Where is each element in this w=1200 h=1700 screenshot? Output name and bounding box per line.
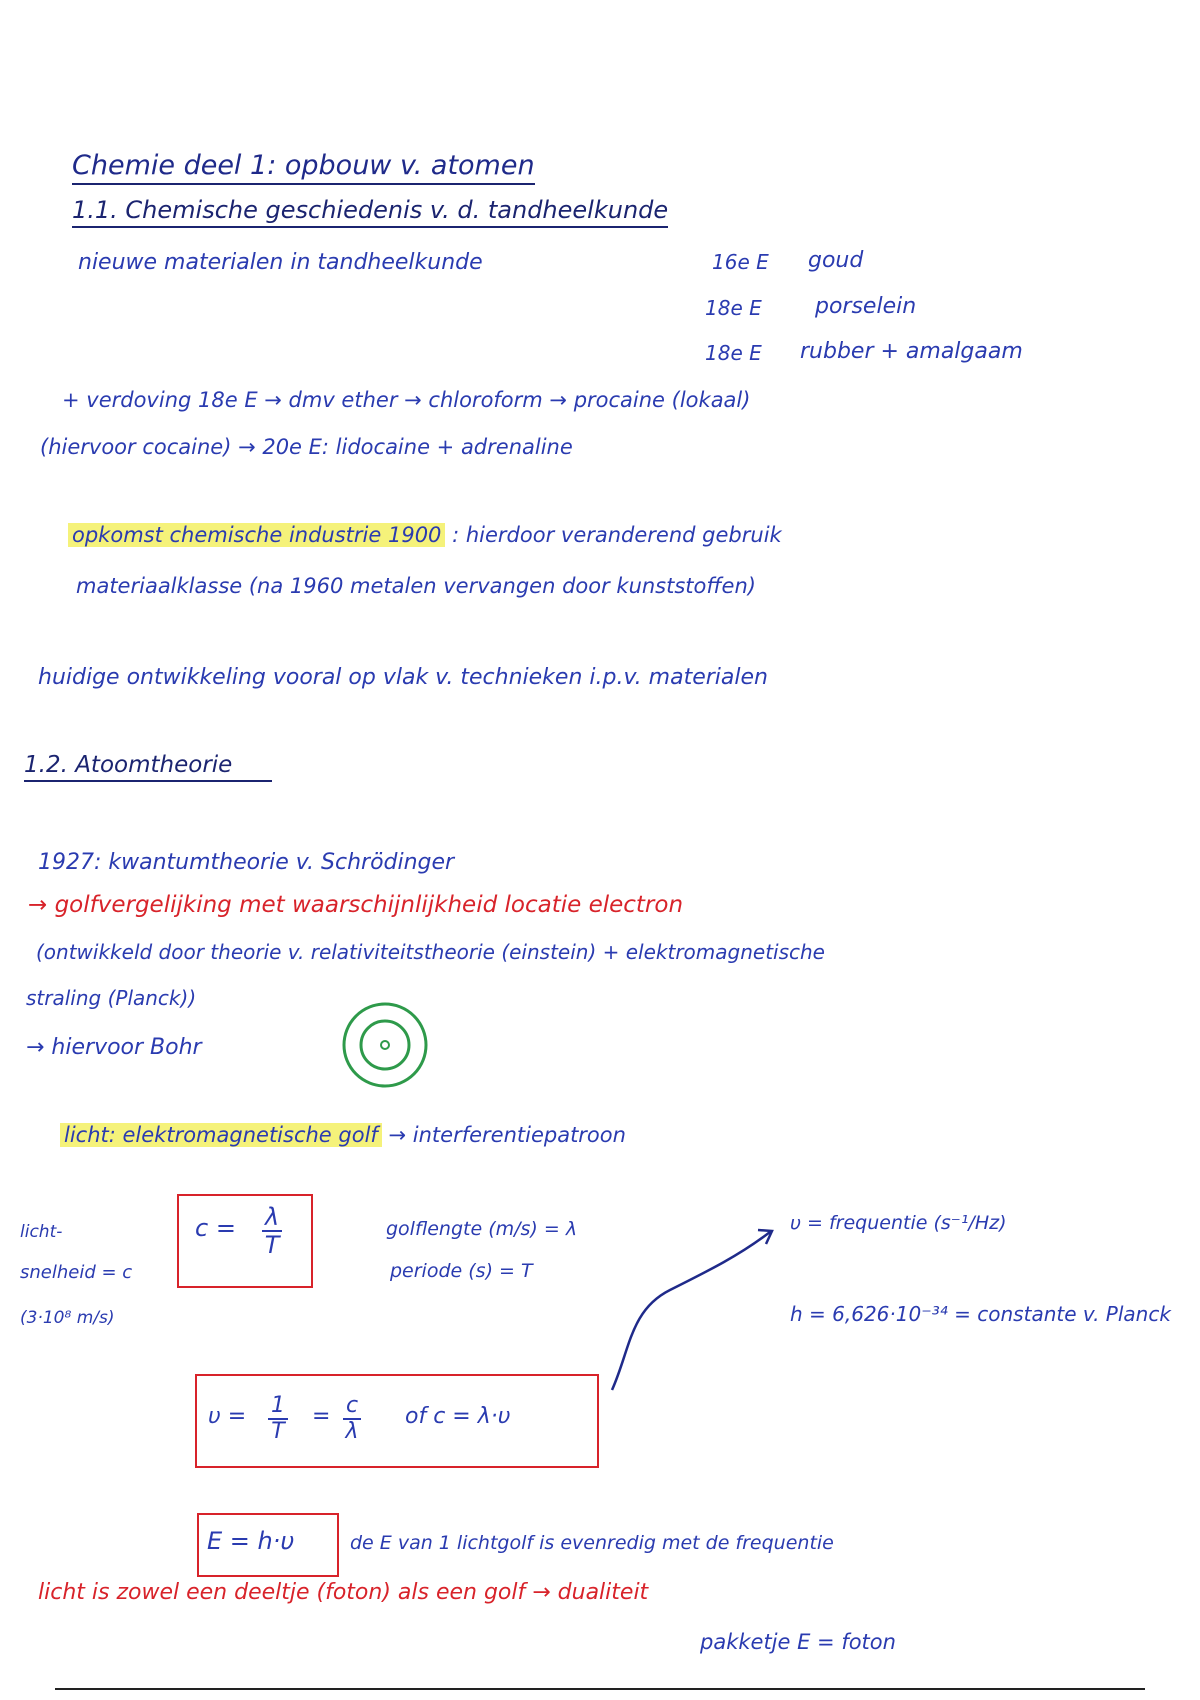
industry-rest: : hierdoor veranderend gebruik	[452, 523, 782, 547]
equation-2-fraction-1	[268, 1394, 288, 1444]
bohr-line: → hiervoor Bohr	[26, 1035, 202, 1060]
wavelength-definition: golflengte (m/s) = λ	[386, 1218, 578, 1240]
speed-label-3: (3·10⁸ m/s)	[20, 1308, 115, 1328]
developed-line-1: (ontwikkeld door theorie v. relativiteitstheorie (einstein) + elektromagnetische	[36, 940, 825, 964]
light-line	[60, 1123, 626, 1147]
speed-label-1: licht-	[20, 1222, 63, 1242]
material-era-1: 16e E	[712, 250, 769, 274]
equation-2-numerator-1: 1	[268, 1394, 288, 1420]
equation-2-lhs: υ =	[208, 1404, 247, 1429]
page-title: Chemie deel 1: opbouw v. atomen	[72, 150, 535, 185]
developed-line-2: straling (Planck))	[26, 986, 197, 1010]
light-rest: → interferentiepatroon	[388, 1123, 626, 1147]
equation-2-equals: =	[312, 1404, 331, 1429]
frequency-definition: υ = frequentie (s⁻¹/Hz)	[790, 1212, 1007, 1234]
current-development: huidige ontwikkeling vooral op vlak v. technieken i.p.v. materialen	[38, 665, 768, 690]
anesthesia-line-1: + verdoving 18e E → dmv ether → chloroform → procaine (lokaal)	[62, 388, 751, 412]
wave-equation-line: → golfvergelijking met waarschijnlijkheid locatie electron	[28, 892, 684, 918]
section-heading-1-1: 1.1. Chemische geschiedenis v. d. tandheelkunde	[72, 196, 668, 228]
equation-3-explanation: de E van 1 lichtgolf is evenredig met de frequentie	[350, 1532, 834, 1554]
equation-box-2	[195, 1374, 599, 1468]
material-era-2: 18e E	[705, 296, 762, 320]
equation-1-lhs: c =	[195, 1214, 236, 1242]
section-heading-1-2: 1.2. Atoomtheorie	[24, 752, 272, 782]
planck-definition: h = 6,626·10⁻³⁴ = constante v. Planck	[790, 1302, 1171, 1326]
equation-2-fraction-2	[343, 1394, 361, 1444]
light-highlight: licht: elektromagnetische golf	[60, 1123, 382, 1147]
equation-1-numerator: λ	[262, 1204, 282, 1232]
equation-2-numerator-2: c	[343, 1394, 361, 1420]
bohr-atom-icon	[335, 995, 435, 1095]
equation-1-fraction	[262, 1204, 282, 1259]
material-item-2: porselein	[815, 294, 917, 319]
arrow-icon	[600, 1200, 800, 1400]
material-item-3: rubber + amalgaam	[800, 339, 1023, 364]
equation-1-denominator: T	[264, 1231, 280, 1260]
industry-highlight: opkomst chemische industrie 1900	[68, 523, 445, 547]
industry-line-1	[68, 523, 782, 547]
material-era-3: 18e E	[705, 341, 762, 365]
speed-label-2: snelheid = c	[20, 1262, 133, 1283]
equation-3: E = h·υ	[207, 1527, 295, 1555]
quantum-theory-line: 1927: kwantumtheorie v. Schrödinger	[38, 850, 455, 875]
material-item-1: goud	[808, 248, 864, 273]
anesthesia-line-2: (hiervoor cocaine) → 20e E: lidocaine + adrenaline	[40, 435, 573, 459]
period-definition: periode (s) = T	[390, 1260, 533, 1282]
equation-2-rest: of c = λ·υ	[405, 1404, 511, 1429]
duality-line: licht is zowel een deeltje (foton) als een golf → dualiteit	[38, 1580, 649, 1605]
bottom-rule	[55, 1688, 1145, 1690]
photon-line: pakketje E = foton	[700, 1630, 896, 1654]
materials-intro: nieuwe materialen in tandheelkunde	[78, 250, 483, 275]
equation-2-denominator-1: T	[271, 1419, 285, 1445]
industry-line-2: materiaalklasse (na 1960 metalen vervangen door kunststoffen)	[76, 574, 756, 598]
equation-2-denominator-2: λ	[345, 1419, 359, 1445]
